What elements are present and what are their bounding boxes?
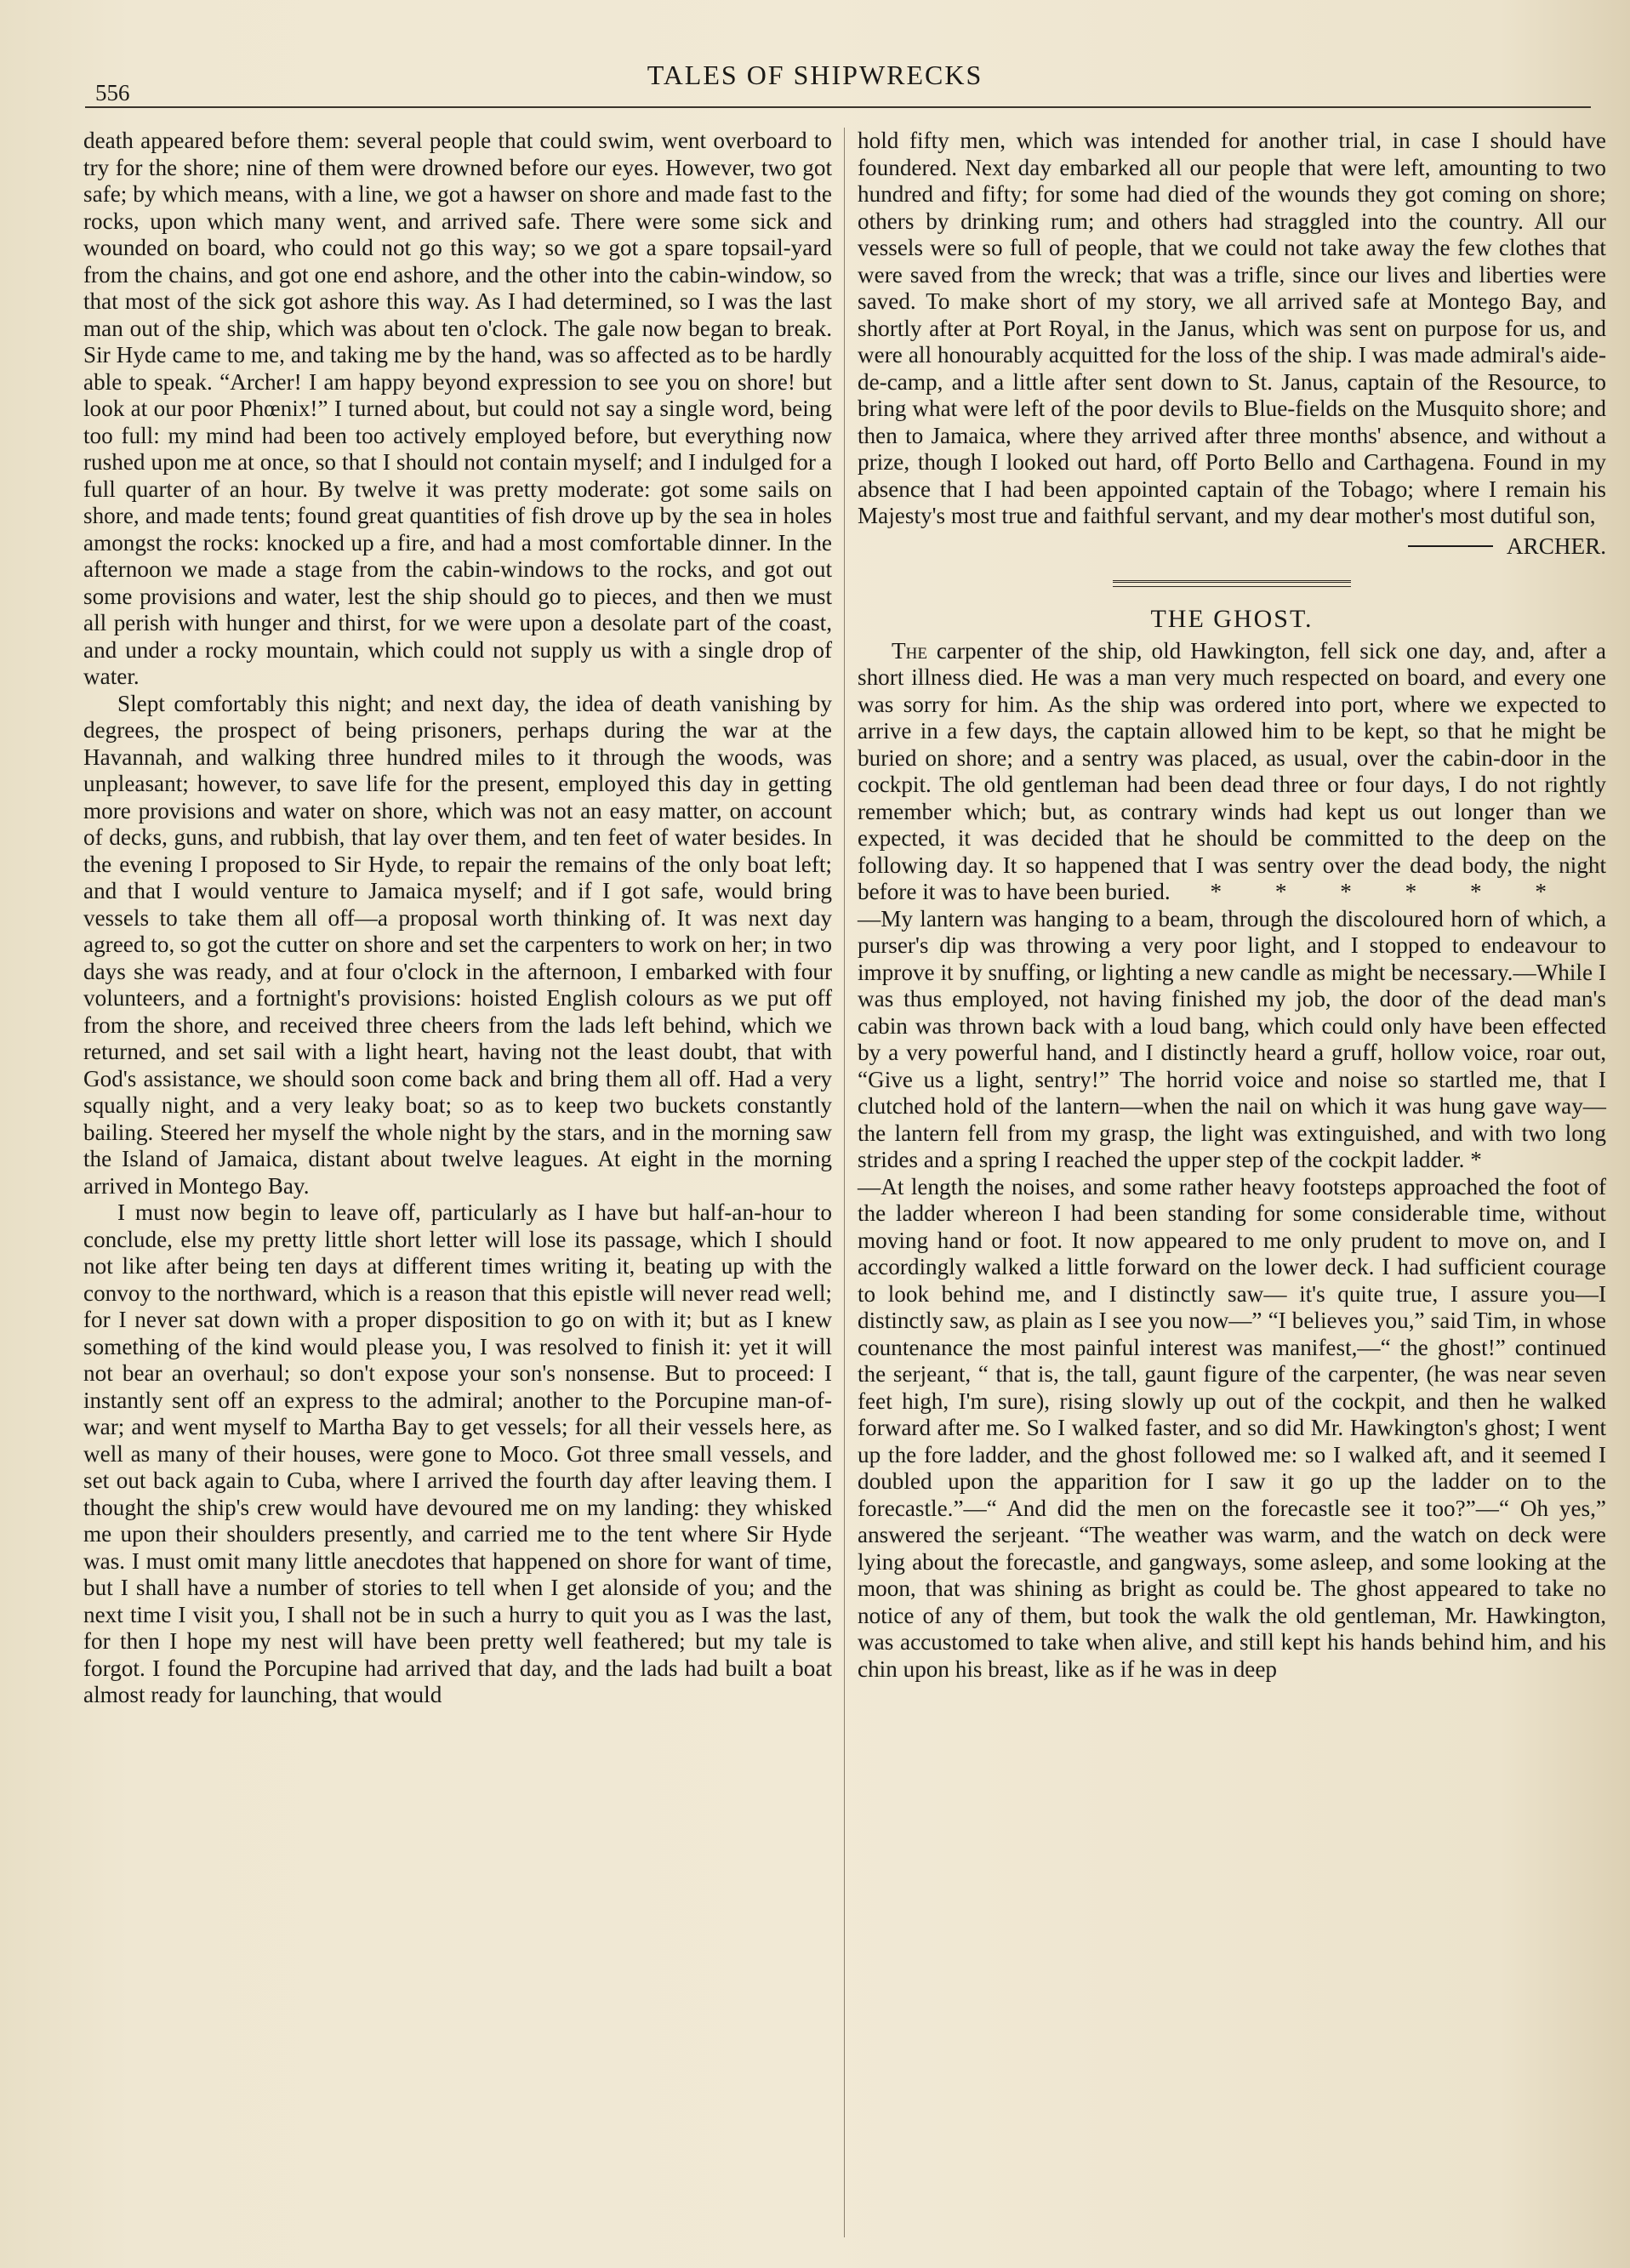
- header-rule: [85, 106, 1591, 108]
- section-stars: * * * * * *: [1210, 879, 1570, 904]
- page-number: 556: [95, 80, 130, 105]
- dropcap-word: The: [892, 637, 927, 664]
- paragraph-text: —My lantern was hanging to a beam, through the discoloured horn of which, a purser's dip was throwing a very poor light, and I stopped to endeavour to improve it by snuffing, or lighting a new candle as might be necessary.—While I was thus employed, not having finished my job, the door of the dead man's cabin was thrown back with a loud bang, which could only have been effected by a very powerful hand, and I distinctly heard a gruff, hollow voice, roar out, “Give us a light, sentry!” The horrid voice and noise so startled me, that I clutched hold of the lantern—when the nail on which it was hung gave way— the lantern fell from my grasp, the light was extinguished, and with two long strides and a spring I reached the upper step of the cockpit ladder.: [858, 905, 1606, 1172]
- paragraph: I must now begin to leave off, particularly as I have but half-an-hour to conclude, else my pretty little short letter will lose its passage, which I should not like after being ten days at different times writing it, beating up with the convoy to the northward, which is a reason that this epistle will never read well; for I never sat down with a proper disposition to go on with it; but as I knew something of the kind would please you, I was resolved to finish it: yet it will not bear an overhaul; so don't expose your son's nonsense. But to proceed: I instantly sent off an express to the admiral; another to the Porcupine man-of-war; and went myself to Martha Bay to get vessels; for all their vessels here, as well as many of their houses, were gone to Moco. Got three small vessels, and set out back again to Cuba, where I arrived the fourth day after leaving them. I thought the ship's crew would have devoured me on my landing: they whisked me upon their shoulders presently, and carried me to the tent where Sir Hyde was. I must omit many little anecdotes that happened on shore for want of time, but I shall have a number of stories to tell when I get alonside of you; and the next time I visit you, I shall not be in such a hurry to quit you as I was the last, for then I hope my nest will have been pretty well feathered; but my tale is forgot. I found the Porcupine had arrived that day, and the lads had built a boat almost ready for launching, that would: [83, 1200, 832, 1707]
- paragraph: [858, 906, 1606, 1174]
- single-star: *: [1470, 1147, 1482, 1172]
- letter-ending: hold fifty men, which was intended for another trial, in case I should have foundered. Next day embarked all our people that were left, amounting to two hundred and fifty; for some had died of the wounds they got coming on shore; others by drinking rum; and others had straggled into the country. All our vessels were so full of people, that we could not take away the few clothes that were saved from the wreck; that was a trifle, since our lives and liberties were saved. To make short of my story, we all arrived safe at Montego Bay, and shortly after at Port Royal, in the Janus, which was sent on purpose for us, and were all honourably acquitted for the loss of the ship. I was made admiral's aide-de-camp, and a little after sent down to St. Janus, captain of the Resource, to bring what were left of the poor devils to Blue-fields on the Musquito shore; and then to Jamaica, where they arrived after three months' absence, and without a prize, though I looked out hard, off Porto Bello and Carthagena. Found in my absence that I had been appointed captain of the Tobago; where I remain his Majesty's most true and faithful servant, and my dear mother's most dutiful son,: [858, 128, 1606, 528]
- paragraph: —At length the noises, and some rather heavy footsteps approached the foot of the ladder whereon I had been standing for some considerable time, without moving hand or foot. It now appeared to me only prudent to move on, and I accordingly walked a little forward on the lower deck. I had sufficient courage to look behind me, and I distinctly saw— it's quite true, I assure you—I distinctly saw, as plain as I see you now—” “I believes you,” said Tim, in whose countenance the most painful interest was manifest,—“ the ghost!” continued the serjeant, “ that is, the tall, gaunt figure of the carpenter, (he was near seven feet high, I'm sure), rising slowly up out of the cockpit, and then he walked forward after me. So I walked faster, and so did Mr. Hawkington's ghost; I went up the fore ladder, and the ghost followed me: so I walked aft, and it seemed I doubled upon the apparition for I saw it go up the ladder on to the forecastle.”—“ And did the men on the forecastle see it too?”—“ Oh yes,” answered the serjeant. “The weather was warm, and the watch on deck were lying about the forecastle, and gangways, some asleep, and some looking at the moon, that was shining as bright as could be. The ghost appeared to take no notice of any of them, but took the walk the old gentleman, Mr. Hawkington, was accustomed to take when alive, and still kept his hands behind him, and his chin upon his breast, like as if he was in deep: [858, 1173, 1606, 1682]
- paragraph: death appeared before them: several people that could swim, went overboard to try for the shore; nine of them were drowned before our eyes. However, two got safe; by which means, with a line, we got a hawser on shore and made fast to the rocks, upon which many went, and arrived safe. There were some sick and wounded on board, who could not go this way; so we got a spare topsail-yard from the chains, and got one end ashore, and the other into the cabin-window, so that most of the sick got ashore this way. As I had determined, so I was the last man out of the ship, which was about ten o'clock. The gale now began to break. Sir Hyde came to me, and taking me by the hand, was so affected as to be hardly able to speak. “Archer! I am happy beyond expression to see you on shore! but look at our poor Phœnix!” I turned about, but could not say a single word, being too full: my mind had been too actively employed before, but everything now rushed upon me at once, so that I should not contain myself; and I indulged for a full quarter of an hour. By twelve it was pretty moderate: got some sails on shore, and made tents; found great quantities of fish drove up by the sea in holes amongst the rocks: knocked up a fire, and had a most comfortable dinner. In the afternoon we made a stage from the cabin-windows to the rocks, and got out some provisions and water, lest the ship should go to pieces, and then we must all perish with hunger and thirst, for we were upon a desolate part of the coast, and under a rocky mountain, which could not supply us with a single drop of water.: [83, 128, 832, 689]
- section-title: THE GHOST.: [1150, 605, 1314, 633]
- paragraph-text: carpenter of the ship, old Hawkington, fell sick one day, and, after a short illness died. He was a man very much respected on board, and every one was sorry for him. As the ship was ordered into port, where we expected to arrive in a few days, the captain allowed him to be kept, so that he might be buried on shore; and a sentry was placed, as usual, over the cabin-door in the cockpit. The old gentleman had been dead three or four days, I do not rightly remember which; but, as contrary winds had kept us out longer than we expected, it was decided that he should be committed to the deep on the following day. It so happened that I was sentry over the dead body, the night before it was to have been buried.: [858, 637, 1606, 904]
- right-column: [858, 128, 1606, 1683]
- signature-name: ARCHER.: [1506, 533, 1606, 559]
- signature-dash: [1408, 545, 1493, 547]
- signature: [858, 533, 1606, 561]
- paragraph: [858, 638, 1606, 906]
- section-divider: [1113, 580, 1351, 587]
- left-column: [83, 128, 832, 1709]
- running-title: TALES OF SHIPWRECKS: [647, 60, 983, 90]
- column-divider: [844, 128, 845, 2237]
- paragraph: Slept comfortably this night; and next day, the idea of death vanishing by degrees, the prospect of being prisoners, perhaps during the war at the Havannah, and walking three hundred miles to it through the woods, was unpleasant; however, to save life for the present, employed this day in getting more provisions and water on shore, which was not an easy matter, on account of decks, guns, and rubbish, that lay over them, and ten feet of water besides. In the evening I proposed to Sir Hyde, to repair the remains of the only boat left; and that I would venture to Jamaica myself; and if I got safe, would bring vessels to take them all off—a proposal worth thinking of. It was next day agreed to, so got the cutter on shore and set the carpenters to work on her; in two days she was ready, and at four o'clock in the afternoon, I embarked with four volunteers, and a fortnight's provisions: hoisted English colours as we put off from the shore, and received three cheers from the lads left behind, which we returned, and set sail with a light heart, having not the least doubt, that with God's assistance, we should soon come back and bring them all off. Had a very squally night, and a very leaky boat; so as to keep two buckets constantly bailing. Steered her myself the whole night by the stars, and in the morning saw the Island of Jamaica, distant about twelve leagues. At eight in the morning arrived in Montego Bay.: [83, 690, 832, 1199]
